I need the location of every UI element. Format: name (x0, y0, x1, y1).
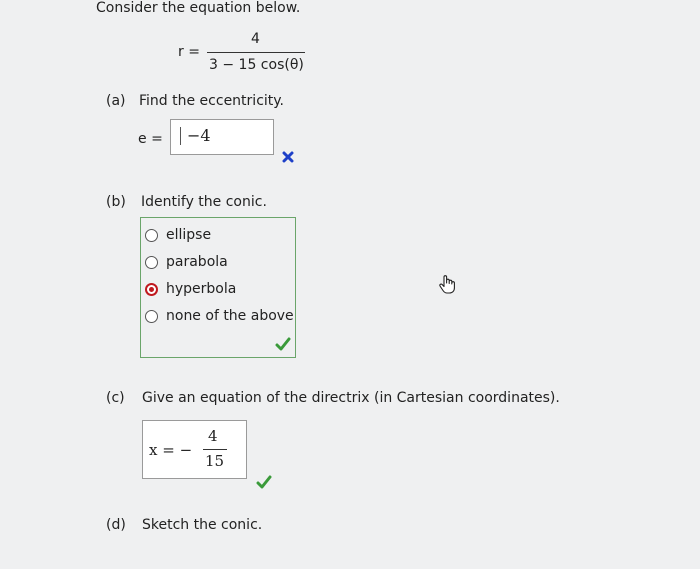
option-none[interactable] (141, 305, 294, 327)
option-label: none of the above (166, 308, 294, 324)
equation-denominator: 3 − 15 cos(θ) (209, 57, 304, 73)
part-b-label: (b) (106, 194, 126, 210)
directrix-input[interactable] (142, 420, 247, 479)
part-d-label: (d) (106, 517, 126, 533)
eccentricity-input[interactable] (170, 119, 274, 155)
option-parabola[interactable] (141, 251, 228, 273)
correct-icon (256, 474, 272, 493)
directrix-fraction-bar (203, 449, 227, 450)
hand-cursor-icon (438, 274, 456, 298)
radio-ellipse[interactable] (145, 229, 158, 242)
part-b-question: Identify the conic. (141, 194, 267, 210)
equation-fraction-bar (207, 52, 305, 53)
radio-none-of-the-above[interactable] (145, 310, 158, 323)
conic-options-panel (140, 217, 296, 358)
prompt-text: Consider the equation below. (96, 0, 301, 16)
directrix-denominator: 15 (205, 452, 225, 470)
incorrect-icon (282, 148, 294, 167)
option-label: parabola (166, 254, 228, 270)
radio-hyperbola[interactable] (145, 283, 158, 296)
eccentricity-label: e = (138, 131, 163, 147)
part-d-question: Sketch the conic. (142, 517, 263, 533)
directrix-numerator: 4 (208, 427, 218, 445)
part-a-question: Find the eccentricity. (139, 93, 285, 109)
eccentricity-value: −4 (180, 127, 211, 145)
option-hyperbola[interactable] (141, 278, 236, 300)
option-label: hyperbola (166, 281, 237, 297)
equation-lhs: r = (178, 44, 200, 60)
directrix-lhs: x = − (149, 441, 193, 459)
part-c-label: (c) (106, 390, 125, 406)
option-label: ellipse (166, 227, 212, 243)
option-ellipse[interactable] (141, 224, 211, 246)
equation-numerator: 4 (251, 31, 260, 47)
correct-icon (275, 336, 291, 355)
part-a-label: (a) (106, 93, 126, 109)
part-c-question: Give an equation of the directrix (in Cartesian coordinates). (142, 390, 560, 406)
radio-parabola[interactable] (145, 256, 158, 269)
